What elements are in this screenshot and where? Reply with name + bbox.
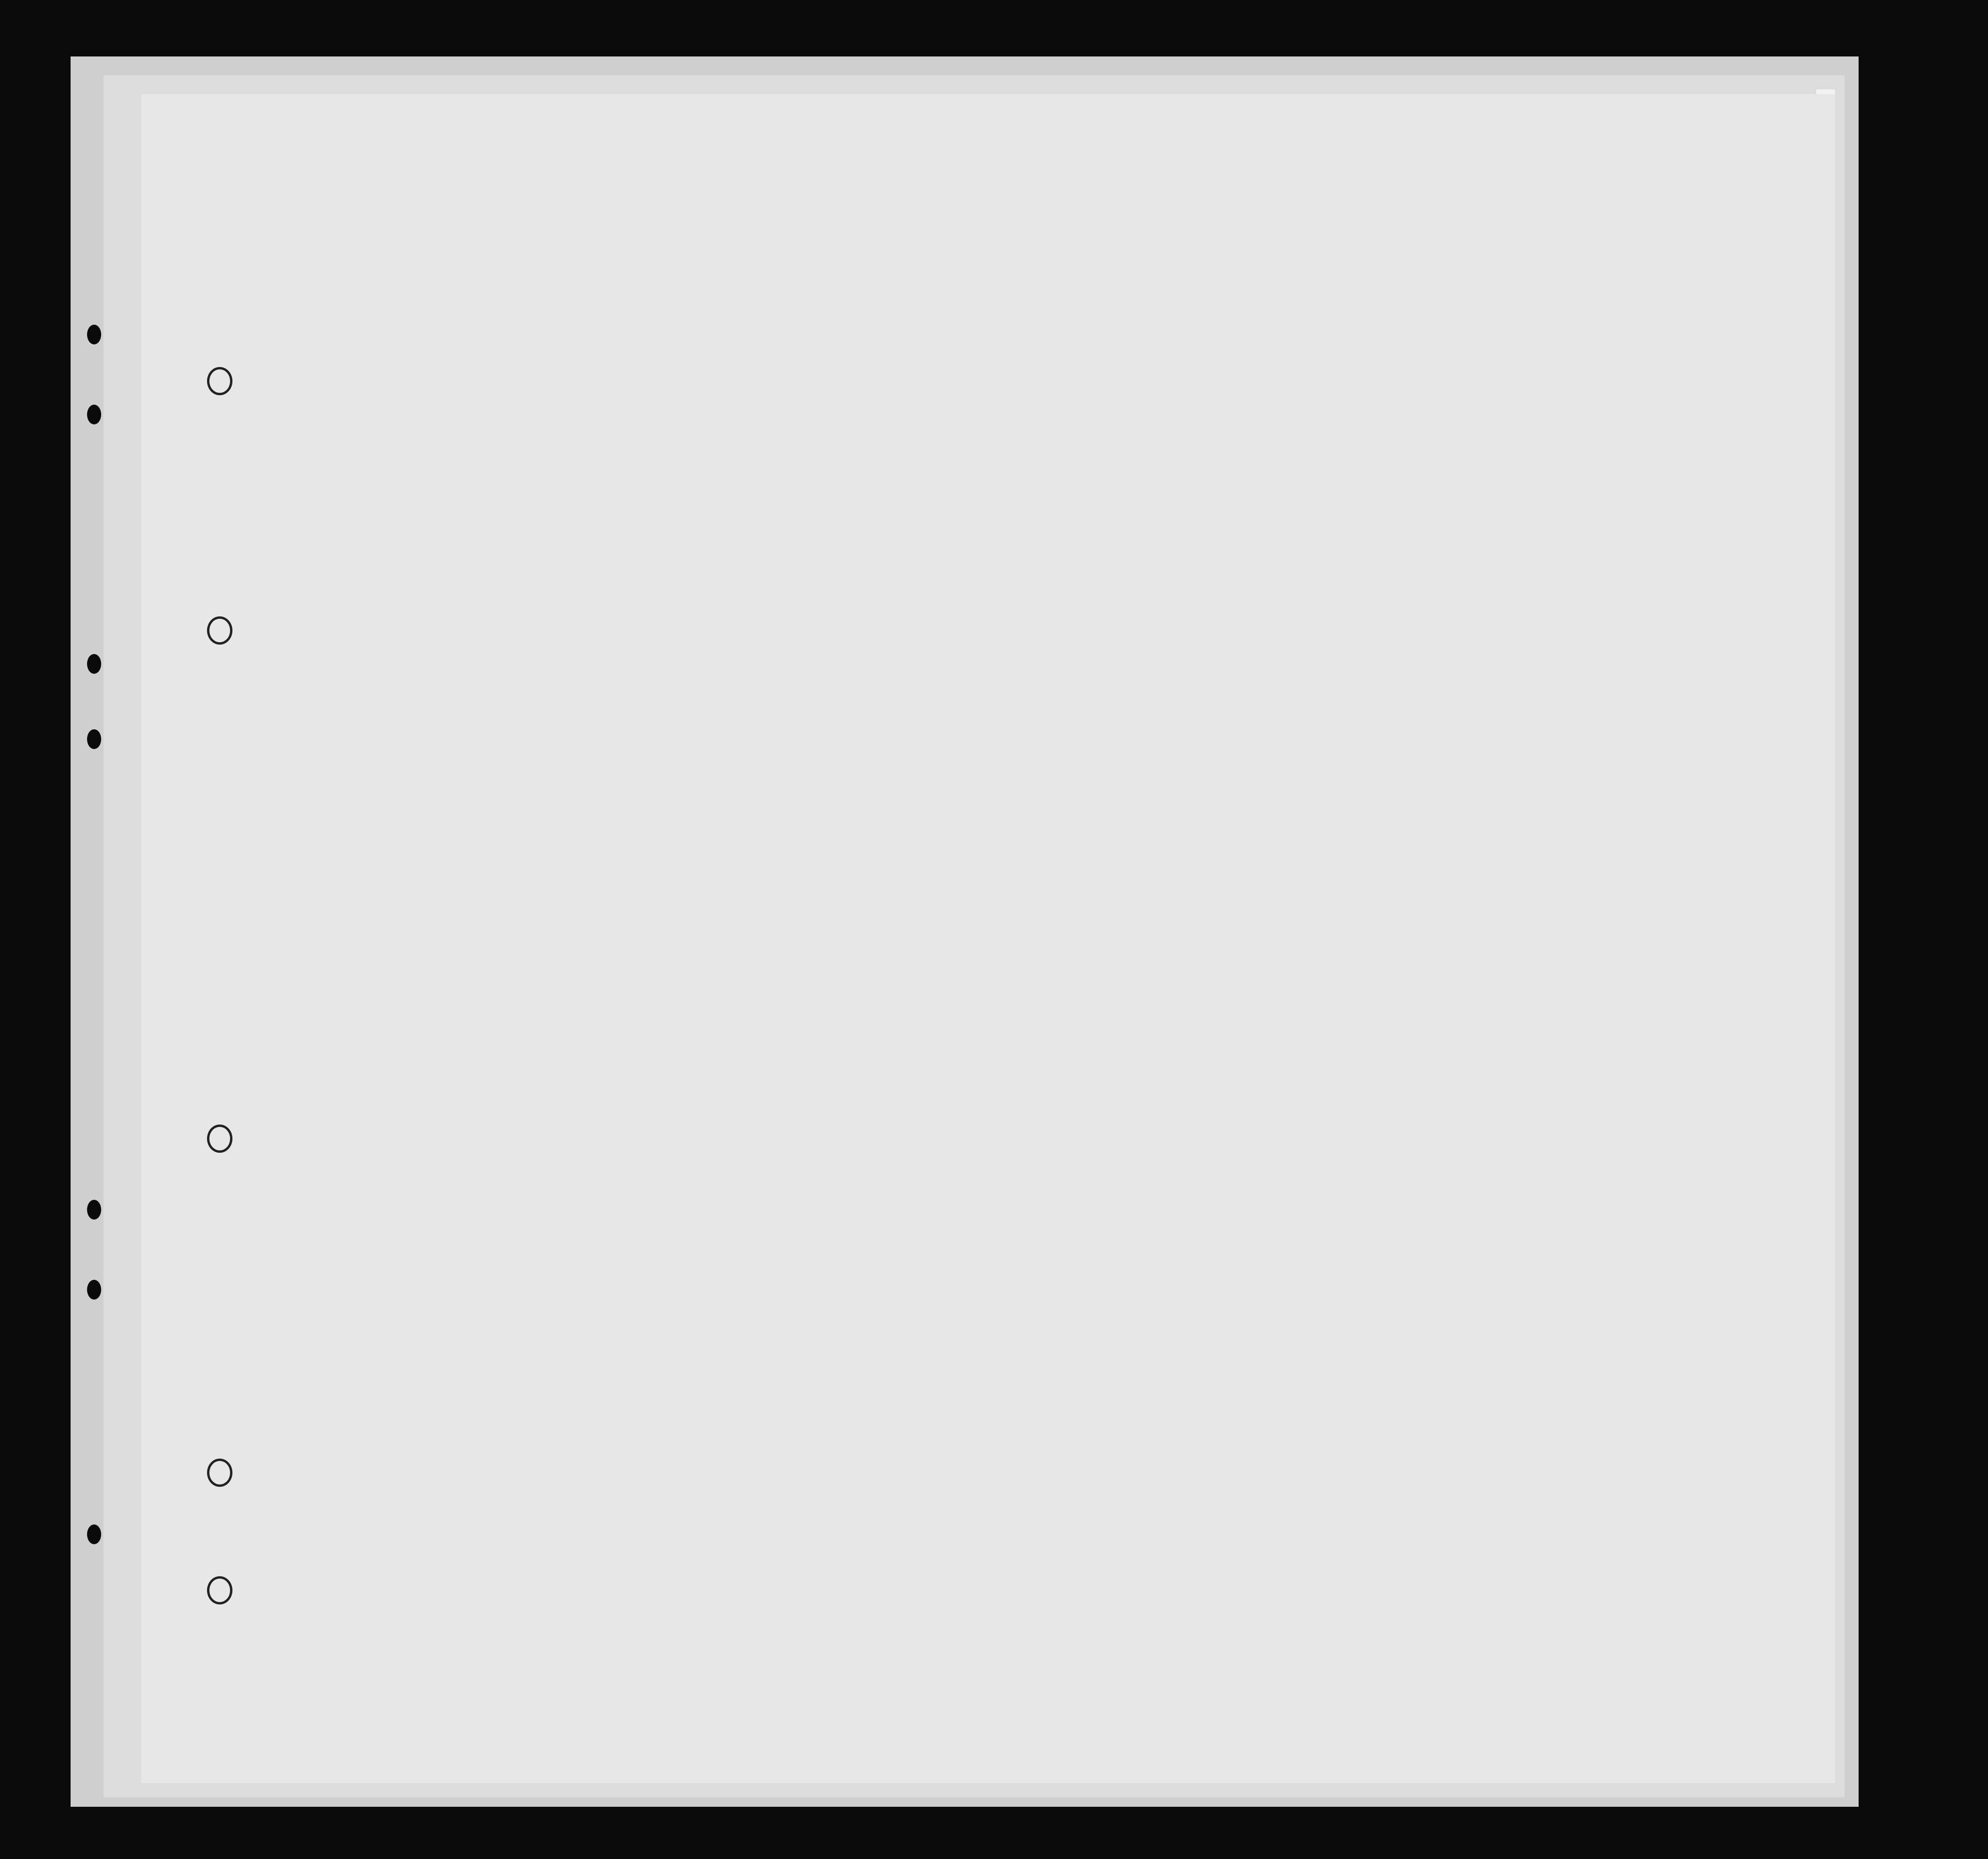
manifest-grid <box>141 94 1835 1783</box>
manifest-page <box>141 94 1835 1783</box>
